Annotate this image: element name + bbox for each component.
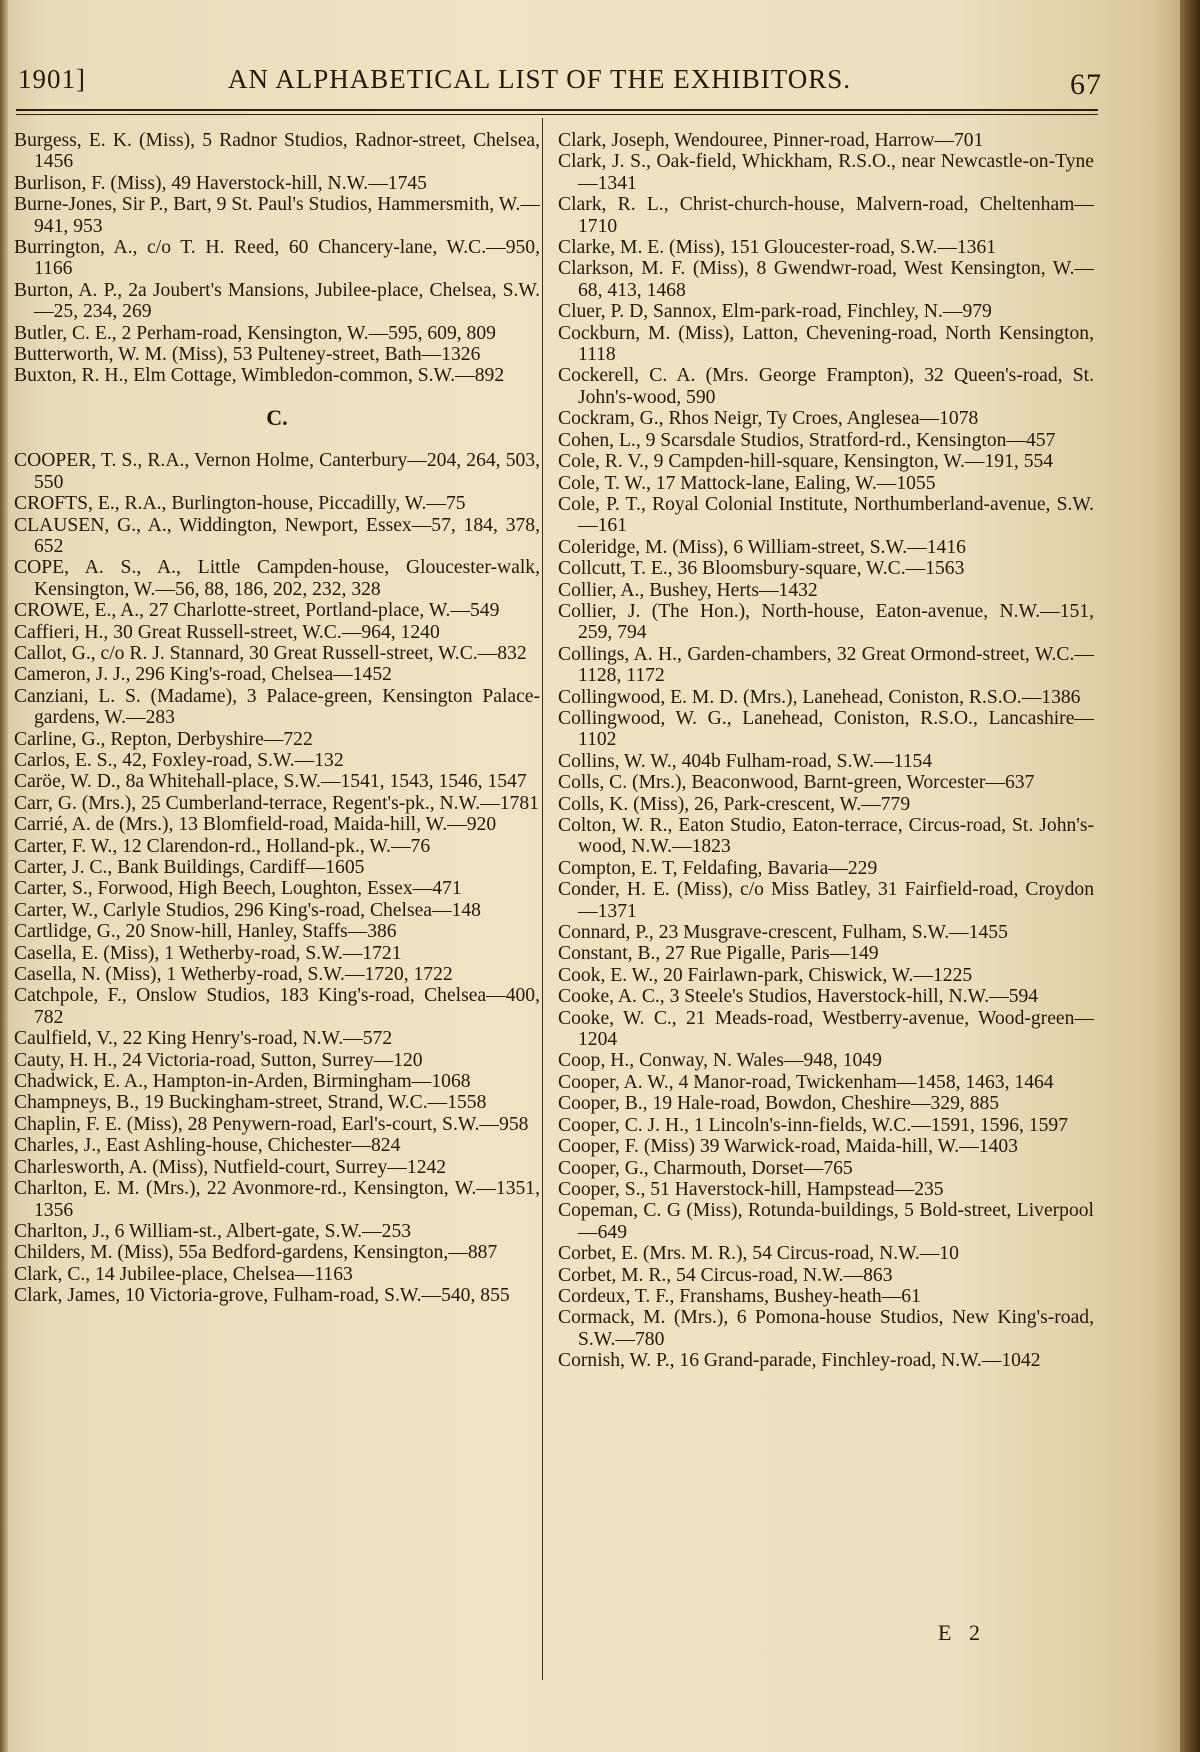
list-entry: Burlison, F. (Miss), 49 Haverstock-hill, N.W.—1745 <box>14 172 427 194</box>
list-entry: Clark, R. L., Christ-church-house, Malvern-road, Cheltenham—1710 <box>558 194 1094 237</box>
list-entry: Clarkson, M. F. (Miss), 8 Gwendwr-road, West Kensington, W.—68, 413, 1468 <box>558 258 1094 301</box>
list-entry: Collins, W. W., 404b Fulham-road, S.W.—1154 <box>558 750 933 772</box>
header-rule-thin <box>16 114 1098 115</box>
list-entry: Cockram, G., Rhos Neigr, Ty Croes, Anglesea—1078 <box>558 408 979 430</box>
list-entry: Casella, N. (Miss), 1 Wetherby-road, S.W.—1720, 1722 <box>14 964 453 986</box>
list-entry: Champneys, B., 19 Buckingham-street, Strand, W.C.—1558 <box>14 1092 487 1114</box>
column-divider <box>542 118 543 1680</box>
list-entry: Charles, J., East Ashling-house, Chichester—824 <box>14 1135 401 1157</box>
list-entry: Cohen, L., 9 Scarsdale Studios, Stratford-rd., Kensington—457 <box>558 429 1056 451</box>
list-entry: Cook, E. W., 20 Fairlawn-park, Chiswick, W.—1225 <box>558 964 973 986</box>
list-entry: Cooper, B., 19 Hale-road, Bowdon, Cheshire—329, 885 <box>558 1093 1000 1115</box>
page-left-edge <box>0 0 8 1752</box>
list-entry: Canziani, L. S. (Madame), 3 Palace-green, Kensington Palace-gardens, W.—283 <box>14 685 540 729</box>
list-entry: Colls, C. (Mrs.), Beaconwood, Barnt-green, Worcester—637 <box>558 772 1035 794</box>
list-entry: Clark, Joseph, Wendouree, Pinner-road, Harrow—701 <box>558 130 984 151</box>
list-entry: Cornish, W. P., 16 Grand-parade, Finchley-road, N.W.—1042 <box>558 1350 1041 1372</box>
list-entry: Charlton, J., 6 William-st., Albert-gate, S.W.—253 <box>14 1220 412 1242</box>
header-year: 1901] <box>18 64 86 94</box>
list-entry: Catchpole, F., Onslow Studios, 183 King's-road, Chelsea—400, 782 <box>14 985 540 1028</box>
list-entry: Caffieri, H., 30 Great Russell-street, W.C.—964, 1240 <box>14 621 440 643</box>
list-entry: Burton, A. P., 2a Joubert's Mansions, Jubilee-place, Chelsea, S.W.—25, 234, 269 <box>14 279 540 323</box>
list-entry: Collier, A., Bushey, Herts—1432 <box>558 579 818 601</box>
running-header <box>0 56 1180 106</box>
list-entry: Caröe, W. D., 8a Whitehall-place, S.W.—1541, 1543, 1546, 1547 <box>14 771 527 793</box>
list-entry: Cockburn, M. (Miss), Latton, Chevening-road, North Kensington, 1118 <box>558 322 1094 366</box>
list-entry: Burne-Jones, Sir P., Bart, 9 St. Paul's Studios, Hammersmith, W.—941, 953 <box>14 194 540 237</box>
list-entry: Cordeux, T. F., Franshams, Bushey-heath—61 <box>558 1285 921 1307</box>
list-entry: CROWE, E., A., 27 Charlotte-street, Portland-place, W.—549 <box>14 600 500 622</box>
list-entry: Collingwood, W. G., Lanehead, Coniston, R.S.O., Lancashire—1102 <box>558 707 1094 751</box>
list-entry: Cauty, H. H., 24 Victoria-road, Sutton, Surrey—120 <box>14 1049 423 1071</box>
list-entry: Collier, J. (The Hon.), North-house, Eaton-avenue, N.W.—151, 259, 794 <box>558 600 1094 644</box>
list-entry: Carrié, A. de (Mrs.), 13 Blomfield-road, Maida-hill, W.—920 <box>14 814 497 836</box>
list-entry: Collings, A. H., Garden-chambers, 32 Great Ormond-street, W.C.—1128, 1172 <box>558 643 1094 687</box>
list-entry: Chaplin, F. E. (Miss), 28 Penywern-road, Earl's-court, S.W.—958 <box>14 1113 529 1135</box>
list-entry: Colls, K. (Miss), 26, Park-crescent, W.—779 <box>558 793 911 815</box>
list-entry: Charlton, E. M. (Mrs.), 22 Avonmore-rd., Kensington, W.—1351, 1356 <box>14 1178 540 1221</box>
list-entry: Constant, B., 27 Rue Pigalle, Paris—149 <box>558 943 879 965</box>
list-entry: Callot, G., c/o R. J. Stannard, 30 Great Russell-street, W.C.—832 <box>14 642 527 664</box>
header-title: AN ALPHABETICAL LIST OF THE EXHIBITORS. <box>228 64 852 94</box>
list-entry: Casella, E. (Miss), 1 Wetherby-road, S.W.—1721 <box>14 942 402 964</box>
list-entry: Cooper, C. J. H., 1 Lincoln's-inn-fields, W.C.—1591, 1596, 1597 <box>558 1114 1068 1136</box>
list-entry: CROFTS, E., R.A., Burlington-house, Piccadilly, W.—75 <box>14 493 466 515</box>
list-entry: Burrington, A., c/o T. H. Reed, 60 Chancery-lane, W.C.—950, 1166 <box>14 237 540 280</box>
list-entry: Caulfield, V., 22 King Henry's-road, N.W.—572 <box>14 1028 393 1050</box>
list-entry: Charlesworth, A. (Miss), Nutfield-court, Surrey—1242 <box>14 1156 447 1178</box>
list-entry: Carlos, E. S., 42, Foxley-road, S.W.—132 <box>14 749 344 771</box>
list-entry: Cockerell, C. A. (Mrs. George Frampton), 32 Queen's-road, St. John's-wood, 590 <box>558 365 1094 408</box>
list-entry: Colton, W. R., Eaton Studio, Eaton-terrace, Circus-road, St. John's-wood, N.W.—1823 <box>558 815 1094 858</box>
right-column <box>558 130 1094 1372</box>
list-entry: COOPER, T. S., R.A., Vernon Holme, Canterbury—204, 264, 503, 550 <box>14 450 540 493</box>
list-entry: Carter, W., Carlyle Studios, 296 King's-road, Chelsea—148 <box>14 899 481 921</box>
list-entry: Carter, J. C., Bank Buildings, Cardiff—1605 <box>14 857 365 878</box>
list-entry: Collingwood, E. M. D. (Mrs.), Lanehead, Coniston, R.S.O.—1386 <box>558 686 1081 708</box>
list-entry: Childers, M. (Miss), 55a Bedford-gardens, Kensington,—887 <box>14 1242 498 1264</box>
list-entry: Cluer, P. D, Sannox, Elm-park-road, Finchley, N.—979 <box>558 301 992 323</box>
list-entry: Copeman, C. G (Miss), Rotunda-buildings, 5 Bold-street, Liverpool—649 <box>558 1200 1094 1243</box>
list-entry: Collcutt, T. E., 36 Bloomsbury-square, W.C.—1563 <box>558 558 965 580</box>
left-entries-after <box>14 450 540 1306</box>
list-entry: Carter, S., Forwood, High Beech, Loughton, Essex—471 <box>14 878 462 900</box>
list-entry: Cooper, A. W., 4 Manor-road, Twickenham—1458, 1463, 1464 <box>558 1071 1054 1093</box>
list-entry: CLAUSEN, G., A., Widdington, Newport, Essex—57, 184, 378, 652 <box>14 514 540 557</box>
list-entry: Corbet, M. R., 54 Circus-road, N.W.—863 <box>558 1264 893 1286</box>
list-entry: Coop, H., Conway, N. Wales—948, 1049 <box>558 1050 882 1072</box>
list-entry: Cole, R. V., 9 Campden-hill-square, Kensington, W.—191, 554 <box>558 451 1054 473</box>
list-entry: Carter, F. W., 12 Clarendon-rd., Holland-pk., W.—76 <box>14 835 431 857</box>
list-entry: Butterworth, W. M. (Miss), 53 Pulteney-street, Bath—1326 <box>14 344 481 366</box>
list-entry: Cartlidge, G., 20 Snow-hill, Hanley, Staffs—386 <box>14 921 397 943</box>
list-entry: Burgess, E. K. (Miss), 5 Radnor Studios, Radnor-street, Chelsea, 1456 <box>14 130 540 173</box>
list-entry: Buxton, R. H., Elm Cottage, Wimbledon-common, S.W.—892 <box>14 365 505 387</box>
list-entry: Clark, James, 10 Victoria-grove, Fulham-road, S.W.—540, 855 <box>14 1285 510 1307</box>
section-letter: C. <box>266 404 288 430</box>
list-entry: Conder, H. E. (Miss), c/o Miss Batley, 31 Fairfield-road, Croydon—1371 <box>558 879 1094 922</box>
list-entry: Carr, G. (Mrs.), 25 Cumberland-terrace, Regent's-pk., N.W.—1781 <box>14 792 539 814</box>
list-entry: Coleridge, M. (Miss), 6 William-street, S.W.—1416 <box>558 536 966 558</box>
left-column <box>14 130 540 1307</box>
signature-mark: E 2 <box>938 1620 986 1645</box>
header-rule-thick <box>16 109 1098 111</box>
list-entry: Butler, C. E., 2 Perham-road, Kensington, W.—595, 609, 809 <box>14 322 496 344</box>
page-right-edge <box>1180 0 1200 1752</box>
list-entry: Clark, J. S., Oak-field, Whickham, R.S.O., near Newcastle-on-Tyne—1341 <box>558 151 1094 194</box>
list-entry: Cooper, S., 51 Haverstock-hill, Hampstead—235 <box>558 1178 944 1200</box>
list-entry: Carline, G., Repton, Derbyshire—722 <box>14 728 313 750</box>
list-entry: Cooke, A. C., 3 Steele's Studios, Haverstock-hill, N.W.—594 <box>558 986 1039 1008</box>
list-entry: Cooper, G., Charmouth, Dorset—765 <box>558 1157 853 1179</box>
list-entry: Compton, E. T, Feldafing, Bavaria—229 <box>558 857 878 879</box>
list-entry: COPE, A. S., A., Little Campden-house, Gloucester-walk, Kensington, W.—56, 88, 186, 202, 232, 328 <box>14 557 540 600</box>
list-entry: Cormack, M. (Mrs.), 6 Pomona-house Studios, New King's-road, S.W.—780 <box>558 1307 1094 1350</box>
list-entry: Corbet, E. (Mrs. M. R.), 54 Circus-road, N.W.—10 <box>558 1243 959 1265</box>
list-entry: Chadwick, E. A., Hampton-in-Arden, Birmingham—1068 <box>14 1071 471 1093</box>
list-entry: Cole, P. T., Royal Colonial Institute, Northumberland-avenue, S.W.—161 <box>558 493 1094 537</box>
page-number: 67 <box>1070 68 1102 101</box>
list-entry: Clarke, M. E. (Miss), 151 Gloucester-road, S.W.—1361 <box>558 237 997 259</box>
list-entry: Clark, C., 14 Jubilee-place, Chelsea—1163 <box>14 1263 353 1285</box>
list-entry: Connard, P., 23 Musgrave-crescent, Fulham, S.W.—1455 <box>558 922 1008 944</box>
list-entry: Cooke, W. C., 21 Meads-road, Westberry-avenue, Wood-green—1204 <box>558 1007 1094 1051</box>
left-entries-before <box>14 130 540 387</box>
list-entry: Cole, T. W., 17 Mattock-lane, Ealing, W.—1055 <box>558 472 936 494</box>
list-entry: Cameron, J. J., 296 King's-road, Chelsea—1452 <box>14 664 392 686</box>
list-entry: Cooper, F. (Miss) 39 Warwick-road, Maida-hill, W.—1403 <box>558 1136 1018 1158</box>
